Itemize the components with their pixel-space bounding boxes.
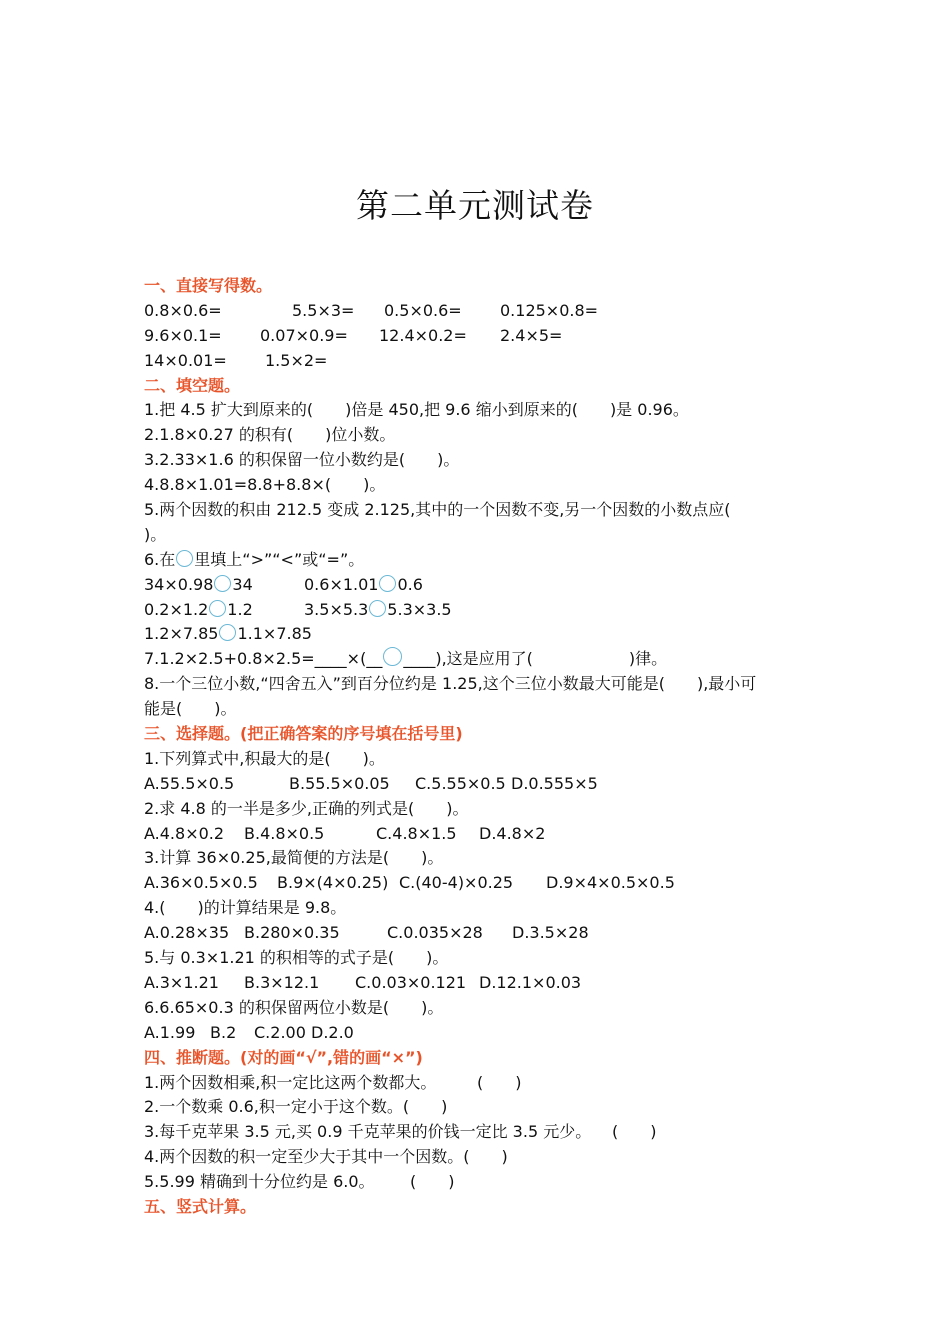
option-b: B.4.8×0.5 xyxy=(244,823,325,843)
s3-q2: 2.求 4.8 的一半是多少,正确的列式是( )。 xyxy=(144,798,469,818)
compare-left: 0.6×1.01 xyxy=(304,574,379,594)
blank-circle-icon[interactable] xyxy=(219,624,236,641)
s2-compare-row3 xyxy=(144,622,824,647)
s4-q5 xyxy=(144,1170,824,1195)
option-c: C.0.03×0.121 xyxy=(355,972,467,992)
s1-r1-item: 0.5×0.6= xyxy=(384,300,462,320)
page-title: 第二单元测试卷 xyxy=(356,186,594,225)
option-b: B.2 xyxy=(210,1022,237,1042)
s4-q2: 2.一个数乘 0.6,积一定小于这个数。( ) xyxy=(144,1097,448,1117)
s4-q5-blank: ( ) xyxy=(410,1172,455,1192)
s2-q7-part2: ____),这是应用了( )律。 xyxy=(403,649,668,669)
compare-right: 0.6 xyxy=(397,574,423,594)
s3-q6-options xyxy=(144,1021,824,1046)
option-c: C.(40-4)×0.25 xyxy=(399,873,514,893)
option-b: B.55.5×0.05 xyxy=(289,773,390,793)
s2-compare-row1 xyxy=(144,573,824,598)
s4-q3 xyxy=(144,1120,824,1145)
section-3-header: 三、选择题。(把正确答案的序号填在括号里) xyxy=(144,724,463,744)
option-c: C.2.00 xyxy=(254,1022,306,1042)
s2-q6-post: 里填上“>”“<”或“=”。 xyxy=(194,549,365,569)
s4-q3-text: 3.每千克苹果 3.5 元,买 0.9 千克苹果的价钱一定比 3.5 元少。 xyxy=(144,1122,592,1142)
worksheet-content xyxy=(144,274,824,1220)
option-c: C.0.035×28 xyxy=(387,923,483,943)
compare-left: 34×0.98 xyxy=(144,574,214,594)
compare-left: 3.5×5.3 xyxy=(304,599,369,619)
s3-q5: 5.与 0.3×1.21 的积相等的式子是( )。 xyxy=(144,948,449,968)
s2-q1: 1.把 4.5 扩大到原来的( )倍是 450,把 9.6 缩小到原来的( )是 0.96。 xyxy=(144,400,689,420)
compare-right: 5.3×3.5 xyxy=(387,599,452,619)
section-5-header: 五、竖式计算。 xyxy=(144,1196,257,1216)
compare-item xyxy=(144,573,253,598)
option-d: D.4.8×2 xyxy=(479,823,546,843)
option-a: A.0.28×35 xyxy=(144,923,230,943)
s1-r2-item: 9.6×0.1= xyxy=(144,325,222,345)
s2-q4: 4.8.8×1.01=8.8+8.8×( )。 xyxy=(144,475,386,495)
compare-right: 1.2 xyxy=(227,599,253,619)
blank-circle-icon[interactable] xyxy=(209,600,226,617)
s1-r3-item: 1.5×2= xyxy=(265,350,328,370)
option-c: C.5.55×0.5 xyxy=(415,773,506,793)
option-d: D.2.0 xyxy=(311,1022,354,1042)
option-b: B.3×12.1 xyxy=(244,972,320,992)
section-4-header: 四、推断题。(对的画“√”,错的画“×”) xyxy=(144,1047,423,1067)
s1-r2-item: 2.4×5= xyxy=(500,325,563,345)
s2-q6 xyxy=(144,548,824,573)
option-a: A.4.8×0.2 xyxy=(144,823,225,843)
s2-q6-pre: 6.在 xyxy=(144,549,176,569)
s2-q5-line2: )。 xyxy=(144,524,167,544)
s1-r1-item: 0.125×0.8= xyxy=(500,300,599,320)
blank-circle-icon[interactable] xyxy=(379,575,396,592)
s1-row3 xyxy=(144,349,824,374)
option-d: D.12.1×0.03 xyxy=(479,972,582,992)
s1-r2-item: 12.4×0.2= xyxy=(379,325,467,345)
s3-q3: 3.计算 36×0.25,最简便的方法是( )。 xyxy=(144,848,444,868)
compare-left: 0.2×1.2 xyxy=(144,599,209,619)
option-d: D.0.555×5 xyxy=(511,773,598,793)
option-c: C.4.8×1.5 xyxy=(376,823,457,843)
s3-q5-options xyxy=(144,971,824,996)
s4-q1-text: 1.两个因数相乘,积一定比这两个数都大。 xyxy=(144,1072,437,1092)
s2-q5-line1: 5.两个因数的积由 212.5 变成 2.125,其中的一个因数不变,另一个因数的小数点应( xyxy=(144,500,731,520)
option-a: A.3×1.21 xyxy=(144,972,219,992)
option-a: A.36×0.5×0.5 xyxy=(144,873,258,893)
compare-item xyxy=(304,573,423,598)
s4-q1 xyxy=(144,1071,824,1096)
s1-row1 xyxy=(144,299,824,324)
s3-q3-options xyxy=(144,871,824,896)
s1-r2-item: 0.07×0.9= xyxy=(260,325,348,345)
s3-q4-options xyxy=(144,921,824,946)
s4-q5-text: 5.5.99 精确到十分位约是 6.0。 xyxy=(144,1172,375,1192)
s2-q8-line1: 8.一个三位小数,“四舍五入”到百分位约是 1.25,这个三位小数最大可能是( ),最小可 xyxy=(144,674,757,694)
s3-q1-options xyxy=(144,772,824,797)
s4-q4: 4.两个因数的积一定至少大于其中一个因数。( ) xyxy=(144,1147,508,1167)
compare-left: 1.2×7.85 xyxy=(144,624,219,644)
option-b: B.9×(4×0.25) xyxy=(277,873,389,893)
compare-item xyxy=(144,598,253,623)
s3-q4: 4.( )的计算结果是 9.8。 xyxy=(144,898,347,918)
s3-q6: 6.6.65×0.3 的积保留两位小数是( )。 xyxy=(144,997,444,1017)
option-a: A.55.5×0.5 xyxy=(144,773,235,793)
s2-q7-part1: 7.1.2×2.5+0.8×2.5=____×(__ xyxy=(144,649,383,669)
s1-row2 xyxy=(144,324,824,349)
s4-q1-blank: ( ) xyxy=(477,1072,522,1092)
blank-circle-icon[interactable] xyxy=(214,575,231,592)
s2-q8-line2: 能是( )。 xyxy=(144,699,237,719)
compare-item xyxy=(304,598,452,623)
blank-circle-icon[interactable] xyxy=(369,600,386,617)
s2-q3: 3.2.33×1.6 的积保留一位小数约是( )。 xyxy=(144,450,460,470)
section-1-header: 一、直接写得数。 xyxy=(144,276,273,295)
compare-right: 1.1×7.85 xyxy=(237,624,312,644)
blank-circle-icon[interactable] xyxy=(383,647,402,666)
s2-q7 xyxy=(144,647,824,672)
s2-q2: 2.1.8×0.27 的积有( )位小数。 xyxy=(144,425,396,445)
blank-circle-icon[interactable] xyxy=(176,550,193,567)
s1-r1-item: 0.8×0.6= xyxy=(144,300,222,320)
option-b: B.280×0.35 xyxy=(244,923,340,943)
option-d: D.3.5×28 xyxy=(512,923,589,943)
s3-q2-options xyxy=(144,822,824,847)
s4-q3-blank: ( ) xyxy=(612,1122,657,1142)
option-a: A.1.99 xyxy=(144,1022,196,1042)
s1-r1-item: 5.5×3= xyxy=(292,300,355,320)
s2-compare-row2 xyxy=(144,598,824,623)
compare-right: 34 xyxy=(232,574,253,594)
section-2-header: 二、填空题。 xyxy=(144,375,241,395)
s3-q1: 1.下列算式中,积最大的是( )。 xyxy=(144,748,385,768)
option-d: D.9×4×0.5×0.5 xyxy=(546,873,675,893)
s1-r3-item: 14×0.01= xyxy=(144,350,227,370)
